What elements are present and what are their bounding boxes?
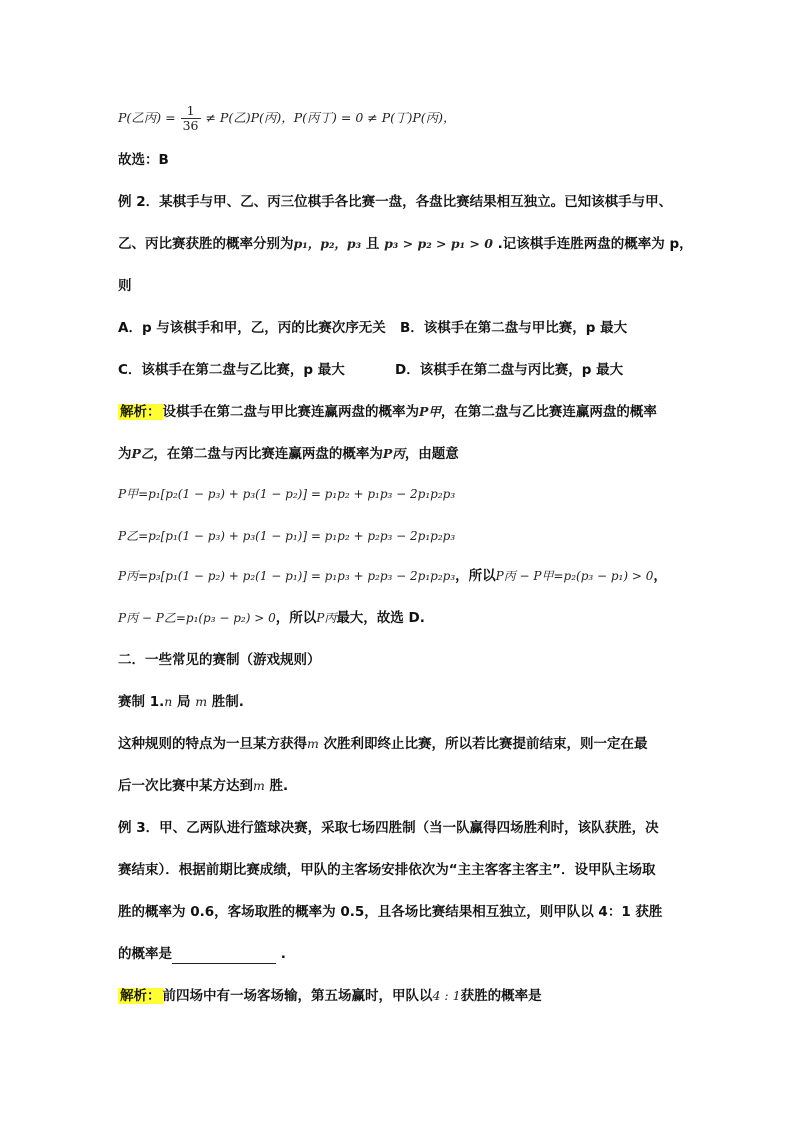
- options-row-2: [118, 360, 698, 380]
- text: 这种规则的特点为一旦某方获得: [118, 736, 307, 752]
- text: 为: [118, 446, 132, 462]
- example-3-stem: 例 3．甲、乙两队进行篮球决赛，采取七场四胜制（当一队赢得四场胜利时，该队获胜，决: [118, 820, 659, 836]
- rule-1-desc: [118, 734, 698, 754]
- conclusion-row: [118, 608, 698, 628]
- rule-1-heading: [118, 692, 698, 712]
- analysis-line-1: [118, 402, 698, 422]
- formula-text: m: [253, 778, 265, 793]
- fraction-denominator: 36: [182, 117, 199, 133]
- example-2-stem-end: 则: [118, 278, 132, 294]
- analysis-label: 解析：: [120, 988, 161, 1004]
- text: ，在第二盘与乙比赛连赢两盘的概率: [440, 404, 657, 420]
- analysis-line-2: [118, 444, 698, 464]
- example-3-stem-3: 胜的概率为 0.6，客场取胜的概率为 0.5，且各场比赛结果相互独立，则甲队以 4：1 获胜: [118, 904, 663, 920]
- formula-text: P(乙丙): [118, 110, 162, 125]
- formula-text: =: [161, 110, 180, 125]
- text: .记该棋手连胜两盘的概率为 p，: [492, 236, 693, 252]
- formula-text: P丙: [382, 446, 405, 461]
- section-heading: 二．一些常见的赛制（游戏规则）: [118, 652, 321, 668]
- option-b: B．该棋手在第二盘与甲比赛，p 最大: [400, 320, 628, 336]
- text: 设棋手在第二盘与甲比赛连赢两盘的概率为: [162, 404, 419, 420]
- text: ，由题意: [404, 446, 459, 462]
- formula-text: m: [195, 694, 208, 709]
- formula-p-yi: P乙=p₂[p₁(1 − p₃) + p₃(1 − p₁)] = p₁p₂ + p₂p₃ − 2p₁p₂p₃: [118, 529, 456, 543]
- formula-p-jia: P甲=p₁[p₂(1 − p₃) + p₃(1 − p₂)] = p₁p₂ + p₁p₃ − 2p₁p₂p₃: [118, 487, 456, 501]
- text: ，在第二盘与丙比赛连赢两盘的概率为: [153, 446, 383, 462]
- example-2-stem-cont: [118, 234, 698, 254]
- text: ，所以: [275, 610, 317, 626]
- analysis-line-3: [118, 986, 698, 1006]
- formula-text: P丙=p₃[p₁(1 − p₂) + p₂(1 − p₁)] = p₁p₃ + p₂p₃ − 2p₁p₂p₃: [118, 569, 456, 583]
- option-c: C．该棋手在第二盘与乙比赛，p 最大: [118, 362, 345, 378]
- text: 次胜利即终止比赛，所以若比赛提前结束，则一定在最: [318, 736, 648, 752]
- options-row-1: [118, 318, 698, 338]
- text: 的概率是: [118, 946, 172, 962]
- answer-line: 故选：B: [118, 152, 169, 168]
- formula-text: P乙: [131, 446, 154, 461]
- text: 前四场中有一场客场输，第五场赢时，甲队以: [162, 988, 433, 1004]
- formula-text: ≠ P(乙)P(丙)，P(丙丁) = 0 ≠ P(丁)P(丙)，: [201, 110, 456, 125]
- analysis-label: 解析：: [120, 404, 161, 420]
- example-3-stem-4: [118, 944, 698, 964]
- formula-line-1: [118, 103, 698, 133]
- formula-p-bing-row: [118, 566, 698, 586]
- formula-text: p₁，p₂，p₃: [293, 236, 362, 251]
- text: .: [276, 946, 286, 962]
- formula-text: P丙: [316, 611, 337, 625]
- option-d: D．该棋手在第二盘与丙比赛，p 最大: [395, 362, 624, 378]
- formula-text: P丙 − P甲=p₂(p₃ − p₁) > 0: [495, 569, 654, 583]
- text: 胜.: [264, 778, 289, 794]
- formula-text: 4 : 1: [432, 988, 461, 1003]
- answer-blank[interactable]: [172, 949, 276, 964]
- text: ，所以: [455, 568, 496, 584]
- formula-text: P甲: [419, 404, 441, 419]
- formula-text: m: [307, 736, 319, 751]
- text: 乙、丙比赛获胜的概率分别为: [118, 236, 294, 252]
- example-2-stem: 例 2．某棋手与甲、乙、丙三位棋手各比赛一盘，各盘比赛结果相互独立。已知该棋手与甲、: [118, 194, 673, 210]
- formula-text: n: [164, 694, 173, 709]
- text: 胜制.: [207, 694, 244, 710]
- text: ，: [653, 568, 667, 584]
- text: 赛制 1.: [118, 694, 165, 710]
- text: 最大，故选 D.: [336, 610, 425, 626]
- example-3-stem-2: 赛结束）．根据前期比赛成绩，甲队的主客场安排依次为“主主客客主客主”．设甲队主场取: [118, 862, 656, 878]
- text: 且: [361, 236, 385, 252]
- option-a: A．p 与该棋手和甲，乙，丙的比赛次序无关: [118, 320, 386, 336]
- text: 获胜的概率是: [460, 988, 542, 1004]
- text: 后一次比赛中某方达到: [118, 778, 253, 794]
- text: 局: [172, 694, 196, 710]
- fraction-numerator: 1: [181, 104, 201, 119]
- formula-text: p₃ > p₂ > p₁ > 0: [384, 236, 493, 251]
- fraction: [181, 104, 201, 133]
- rule-1-desc-cont: [118, 776, 698, 796]
- formula-text: P丙 − P乙=p₁(p₃ − p₂) > 0: [118, 611, 276, 625]
